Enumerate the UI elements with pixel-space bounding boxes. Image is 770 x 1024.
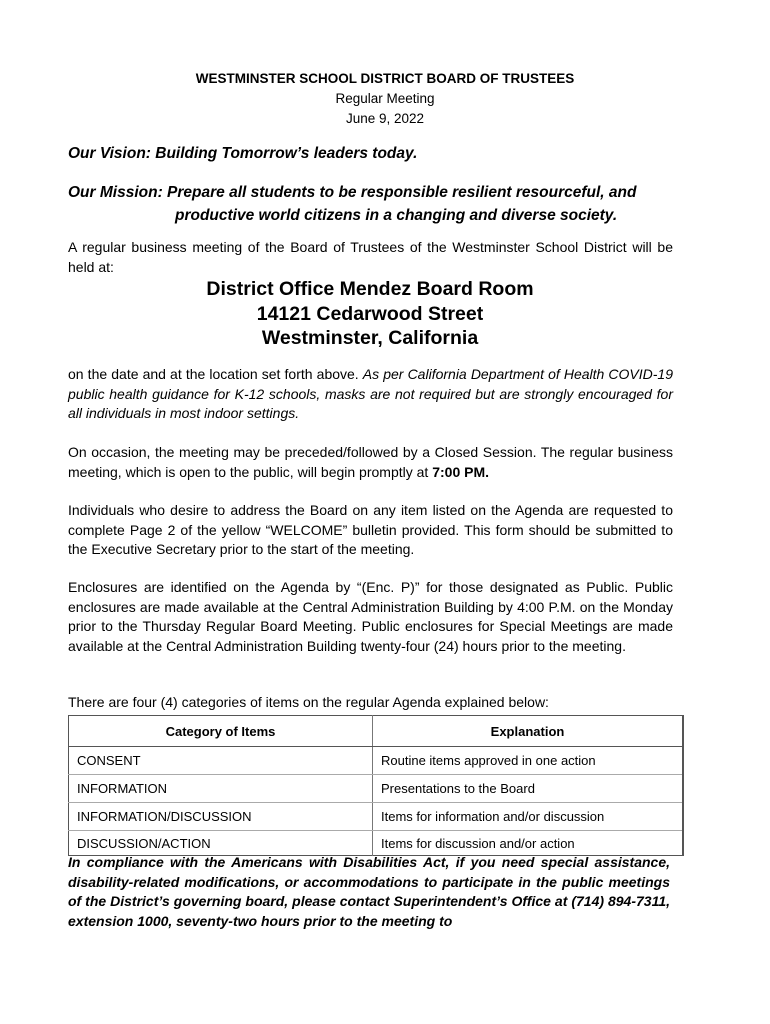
ada-notice: In compliance with the Americans with Disabilities Act, if you need special assistance, disability-related modifications, or accommodations to participate in the public meetings of the District’s governing board, please contact Superintendent’s Office at (714) 894-7311, extension 1000, seventy-two hours prior to the meeting to — [68, 854, 670, 929]
closed-session-paragraph — [68, 443, 673, 482]
board-title: WESTMINSTER SCHOOL DISTRICT BOARD OF TRUSTEES — [195, 71, 575, 86]
table-cell-category: DISCUSSION/ACTION — [69, 831, 373, 856]
table-cell-explanation: Presentations to the Board — [373, 775, 684, 803]
table-cell-explanation: Routine items approved in one action — [373, 747, 684, 775]
table-header-explanation: Explanation — [373, 716, 684, 747]
table-header-category: Category of Items — [69, 716, 373, 747]
meeting-location — [0, 277, 740, 351]
covid-paragraph — [68, 365, 673, 424]
table-row — [69, 747, 684, 775]
covid-plain-text: on the date and at the location set forth above. — [68, 366, 363, 382]
closed-session-text: On occasion, the meeting may be preceded/followed by a Closed Session. The regular business meeting, which is open to the public, will begin promptly at — [68, 444, 673, 480]
table-row — [69, 831, 684, 856]
address-board-paragraph: Individuals who desire to address the Board on any item listed on the Agenda are requested to complete Page 2 of the yellow “WELCOME” bulletin provided. This form should be submitted to the Executive Secretary prior to the start of the meeting. — [68, 502, 673, 557]
table-cell-explanation: Items for information and/or discussion — [373, 803, 684, 831]
meeting-time: 7:00 PM. — [432, 463, 490, 480]
mission-statement — [68, 181, 678, 227]
location-city: Westminster, California — [261, 327, 479, 349]
enclosures-paragraph: Enclosures are identified on the Agenda by “(Enc. P)” for those designated as Public. Public enclosures are made available at the Central Administration Building by 4:00 P.M. on the Monday prior to the Thursday Regular Board Meeting. Public enclosures for Special Meetings are made available at the Central Administration Building twenty-four (24) hours prior to the meeting. — [68, 579, 673, 654]
mission-line-1: Our Mission: Prepare all students to be responsible resilient resourceful, and — [68, 184, 637, 201]
table-cell-category: INFORMATION/DISCUSSION — [69, 803, 373, 831]
meeting-type: Regular Meeting — [335, 91, 435, 106]
table-row — [69, 803, 684, 831]
table-cell-explanation: Items for discussion and/or action — [373, 831, 684, 856]
table-cell-category: INFORMATION — [69, 775, 373, 803]
location-room: District Office Mendez Board Room — [206, 278, 534, 300]
table-cell-category: CONSENT — [69, 747, 373, 775]
table-row — [69, 775, 684, 803]
vision-statement: Our Vision: Building Tomorrow’s leaders today. — [68, 145, 418, 162]
table-header-row — [69, 716, 684, 747]
intro-paragraph: A regular business meeting of the Board of Trustees of the Westminster School District will be held at: — [68, 239, 673, 275]
covid-guidance-text: As per California Department of Health COVID-19 public health guidance for K-12 schools, masks are not required but are strongly encouraged for all individuals in most indoor settings. — [68, 366, 673, 421]
categories-table — [68, 715, 684, 856]
header — [0, 69, 770, 129]
location-street: 14121 Cedarwood Street — [256, 302, 484, 325]
categories-intro: There are four (4) categories of items on the regular Agenda explained below: — [68, 694, 549, 710]
meeting-date: June 9, 2022 — [345, 111, 425, 126]
mission-line-2: productive world citizens in a changing and diverse society. — [175, 207, 618, 224]
